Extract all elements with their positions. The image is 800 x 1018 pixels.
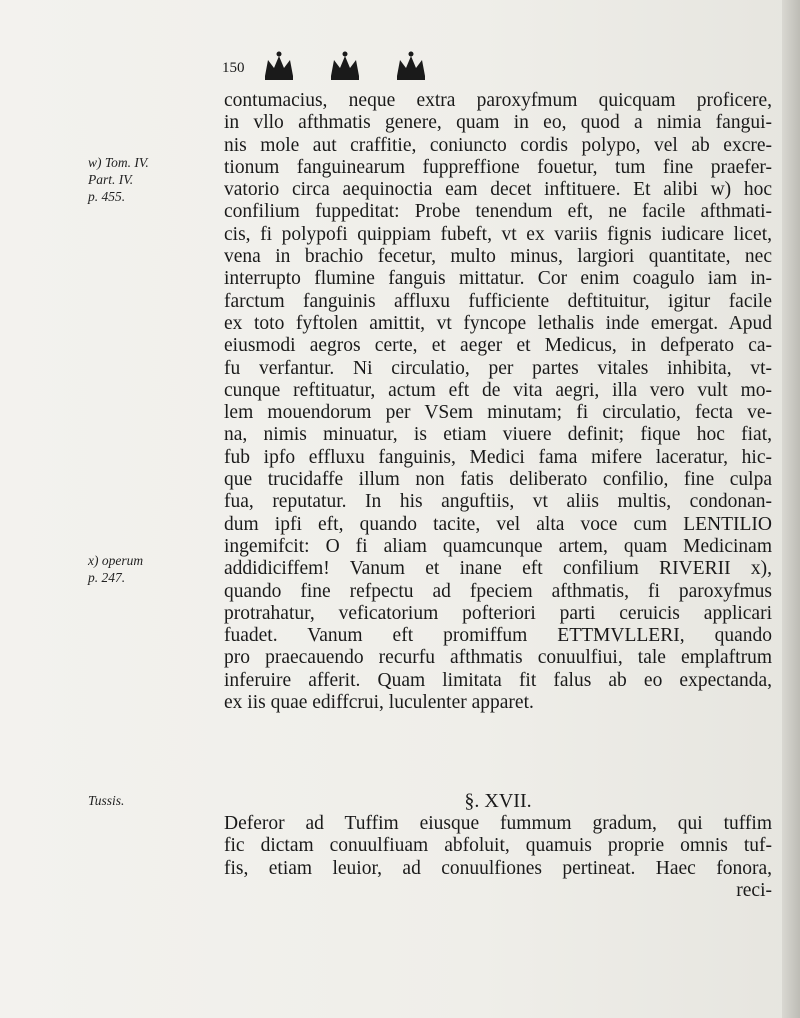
text-line: ingemifcit: O fi aliam quamcunque artem, quam Medicinam	[224, 535, 772, 557]
text-line: addidiciffem! Vanum et inane eft confilium RIVERII x),	[224, 558, 772, 580]
text-line: que trucidaffe illum non fatis deliberato confilio, fine culpa	[224, 469, 772, 491]
text-line: lem mouendorum per VSem minutam; fi circulatio, fecta ve-	[224, 402, 772, 424]
text-line: farctum fanguinis affluxu fufficiente deftituitur, igitur facile	[224, 290, 772, 312]
text-line: fub ipfo effluxu fanguinis, Medici fama mifere laceratur, hic-	[224, 446, 772, 468]
text-line: fu verfantur. Ni circulatio, per partes vitales inhibita, vt-	[224, 357, 772, 379]
section-paragraph	[224, 813, 772, 902]
text-line: vatorio circa aequinoctia eam decet inftituere. Et alibi w) hoc	[224, 179, 772, 201]
text-line: confilium fuppeditat: Probe tenendum eft, ne facile afthmati-	[224, 201, 772, 223]
text-line: inferuire afferit. Quam limitata fit falus ab eo expectanda,	[224, 669, 772, 691]
text-line: na, nimis minuatur, is etiam viuere definit; fique hoc fiat,	[224, 424, 772, 446]
text-line: protrahatur, veficatorium pofteriori parti ceruicis applicari	[224, 602, 772, 624]
page-edge	[782, 0, 800, 1018]
text-line: ex toto fyftolen amittit, vt fyncope lethalis inde emergat. Apud	[224, 312, 772, 334]
margin-note-w: w) Tom. IV. Part. IV. p. 455.	[88, 155, 149, 204]
text-line: tionum fanguinearum fuppreffione fouetur, tum fine praefer-	[224, 156, 772, 178]
header-ornaments	[262, 50, 462, 84]
text-line: Deferor ad Tuffim eiusque fummum gradum, qui tuffim	[224, 813, 772, 834]
text-line: cunque reftituatur, actum eft de vita aegri, illa vero vult mo-	[224, 379, 772, 401]
text-line: nis mole aut craffitie, coniuncto cordis polypo, vel ab excre-	[224, 134, 772, 156]
crown-ornament-icon	[394, 50, 428, 82]
page-number: 150	[222, 60, 245, 76]
section-heading: §. XVII.	[464, 790, 532, 812]
margin-note-tussis: Tussis.	[88, 793, 125, 808]
text-line: cis, fi polypofi quippiam fubeft, vt ex variis fignis iudicare licet,	[224, 223, 772, 245]
text-line: eiusmodi aegros certe, et aeger et Medicus, in defperato ca-	[224, 335, 772, 357]
main-paragraph	[224, 90, 772, 714]
text-line: fis, etiam leuior, ad conuulfiones pertineat. Haec fonora,	[224, 857, 772, 879]
text-line: fic dictam conuulfiuam abfoluit, quamuis proprie omnis tuf-	[224, 835, 772, 857]
text-line: contumacius, neque extra paroxyfmum quicquam proficere,	[224, 90, 772, 111]
margin-note-x: x) operum p. 247.	[88, 553, 144, 585]
crown-ornament-icon	[262, 50, 296, 82]
text-line: pro praecauendo recurfu afthmatis conuulfiui, tale emplaftrum	[224, 647, 772, 669]
text-line: in vllo afthmatis genere, quam in eo, quod a nimia fangui-	[224, 112, 772, 134]
crown-ornament-icon	[328, 50, 362, 82]
text-line: vena in brachio fecetur, multo minus, largiori quantitate, nec	[224, 246, 772, 268]
text-line: quando fine refpectu ad fpeciem afthmatis, fi paroxyfmus	[224, 580, 772, 602]
text-line: ex iis quae ediffcrui, luculenter apparet.	[224, 692, 534, 714]
text-line: fua, reputatur. In his anguftiis, vt aliis multis, condonan-	[224, 491, 772, 513]
text-line: fuadet. Vanum eft promiffum ETTMVLLERI, quando	[224, 625, 772, 647]
text-line: reci-	[736, 879, 772, 901]
text-line: interrupto flumine fanguis mittatur. Cor enim coagulo iam in-	[224, 268, 772, 290]
text-line: dum ipfi eft, quando tacite, vel alta voce cum LENTILIO	[224, 513, 772, 535]
